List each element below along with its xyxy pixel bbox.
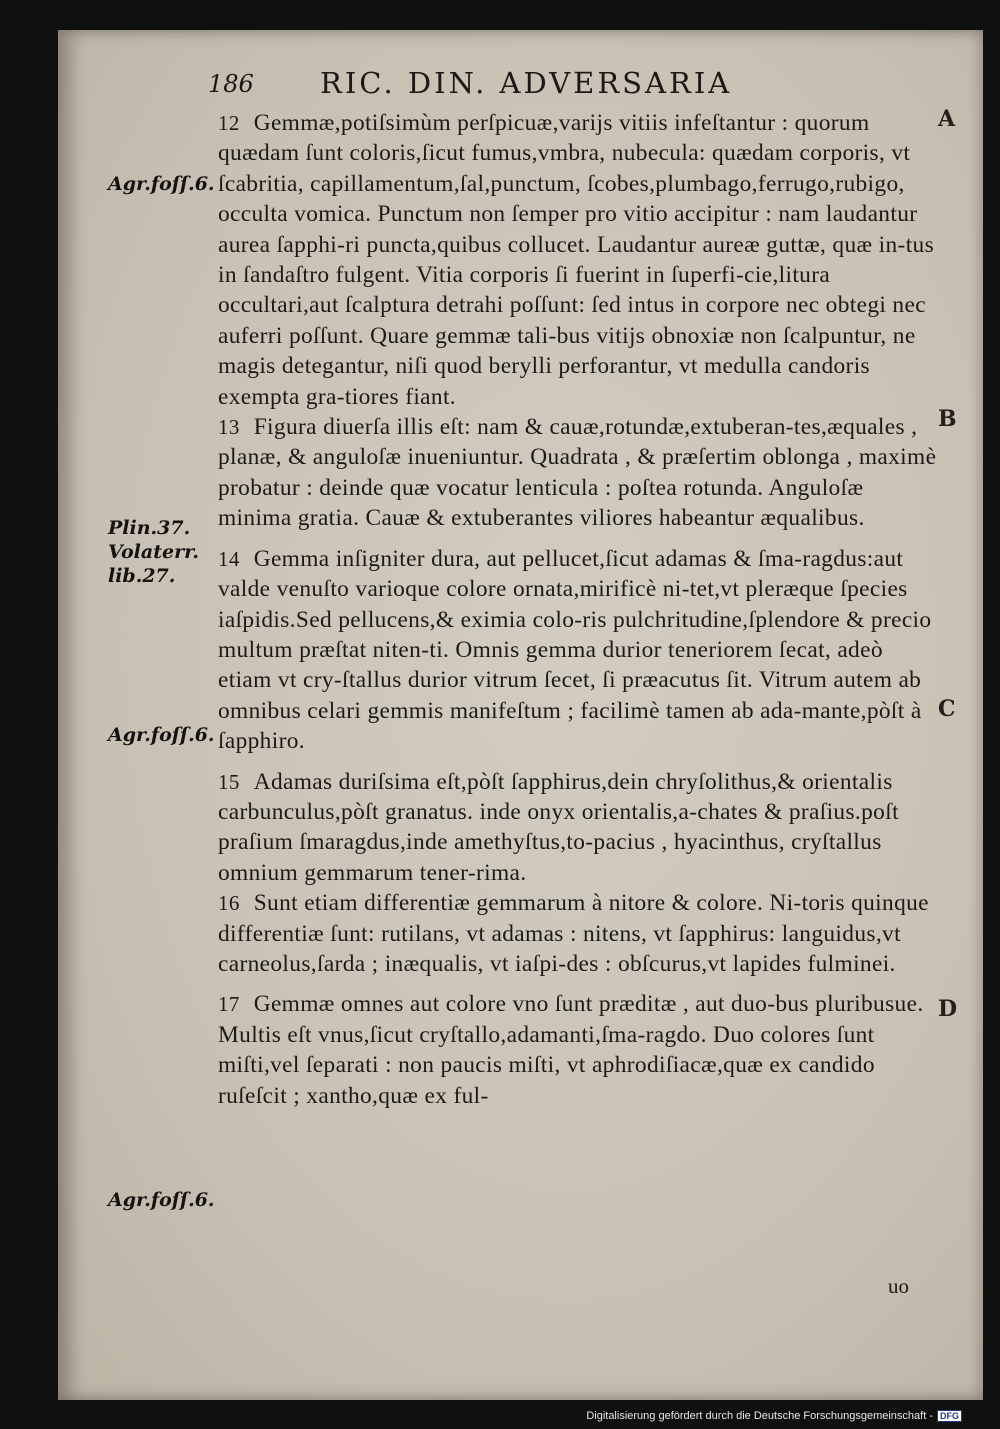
paragraph-text: Gemmæ omnes aut colore vno ſunt præditæ , aut duo-bus pluribusue. Multis eſt vnus,ſicut cryſtallo,adamanti,ſma-ragdo. Duo colores ſunt miſti,vel ſeparati : non paucis miſti, vt aphrodiſiacæ,quæ ex candido ruſeſcit ; xantho,quæ ex ful-	[218, 991, 924, 1109]
paragraph-text: Figura diuerſa illis eſt: nam & cauæ,rotundæ,extuberan-tes,æquales , planæ, & anguloſæ inueniuntur. Quadrata , & præſertim oblonga , maximè probatur : deinde quæ vocatur lenticula : poſtea rotunda. Anguloſæ minima gratia. Cauæ & extuberantes viliores habeantur æqualibus.	[218, 414, 937, 532]
paragraph-number: 13	[218, 415, 240, 440]
paragraph-14	[218, 544, 938, 757]
paragraph-text: Gemmæ,potiſsimùm perſpicuæ,varijs vitiis infeſtantur : quorum quædam ſunt coloris,ſicut fumus,vmbra, nubecula: quædam corporis, vt ſcabritia, capillamentum,ſal,punctum, ſcobes,plumbago,ferrugo,rubigo, occulta vomica. Punctum non ſemper pro vitio accipitur : nam laudantur aurea ſapphi-ri puncta,quibus collucet. Laudantur aureæ guttæ, quæ in-tus in ſandaſtro fulgent. Vitia corporis ſi fuerint in ſuperfi-cie,litura occultari,aut ſcalptura detrahi poſſunt: ſed intus in corpore nec obtegi nec auferri poſſunt. Quare gemmæ tali-bus vitijs obnoxiæ non ſcalpuntur, ne magis detegantur, niſi quod berylli perforantur, vt medulla candoris exempta gra-tiores fiant.	[218, 110, 935, 410]
margin-note-4: Agr.foſſ.6.	[108, 1189, 215, 1211]
margin-note-1: Agr.foſſ.6.	[108, 173, 215, 195]
page-number: 186	[208, 70, 254, 98]
paragraph-13	[218, 412, 938, 534]
paragraph-text: Gemma inſigniter dura, aut pellucet,ſicut adamas & ſma-ragdus:aut valde venuſto varioque colore ornata,mirificè ni-tet,vt pleræque ſpecies iaſpidis.Sed pellucens,& eximia colo-ris pulchritudine,ſplendore & precio multum præſtat niten-ti. Omnis gemma durior teneriorem ſecat, adeò etiam vt cry-ſtallus durior vitrum ſecet, ſi præacutus ſit. Vitrum autem ab omnibus celari gemmis manifeſtum ; facilimè tamen ab ada-mante,pòſt à ſapphiro.	[218, 545, 932, 755]
dfg-logo-icon: DFG	[937, 1410, 962, 1422]
paragraph-number: 16	[218, 891, 240, 916]
paragraph-number: 12	[218, 111, 240, 135]
digitization-footer	[586, 1410, 962, 1422]
catchword: uo	[888, 1274, 909, 1298]
running-header	[208, 66, 908, 102]
footer-text: Digitalisierung gefördert durch die Deutsche Forschungsgemeinschaft -	[586, 1410, 933, 1422]
paragraph-text: Sunt etiam differentiæ gemmarum à nitore & colore. Ni-toris quinque differentiæ ſunt: rutilans, vt adamas : nitens, vt ſapphirus: languidus,vt carneolus,ſarda ; inæqualis, vt iaſpi-des : obſcurus,vt lapides fulminei.	[218, 890, 929, 977]
section-letter-c: C	[938, 696, 956, 722]
section-letter-d: D	[938, 996, 958, 1022]
page-body	[218, 108, 938, 1111]
section-letter-b: B	[938, 406, 957, 432]
paragraph-17	[218, 989, 938, 1111]
margin-note-3: Agr.foſſ.6.	[108, 724, 215, 746]
paragraph-number: 15	[218, 769, 240, 794]
paragraph-12	[218, 108, 938, 412]
paragraph-15	[218, 767, 938, 889]
paragraph-text: Adamas duriſsima eſt,pòſt ſapphirus,dein chryſolithus,& orientalis carbunculus,pòſt granatus. inde onyx orientalis,a-chates & praſius.poſt praſium ſmaragdus,inde amethyſtus,to-pacius , hyacinthus, cryſtallus omnium gemmarum tener-rima.	[218, 768, 899, 886]
running-title: RIC. DIN. ADVERSARIA	[320, 66, 733, 100]
section-letter-a: A	[938, 106, 956, 132]
margin-note-2: Plin.37. Volaterr. lib.27.	[108, 517, 199, 587]
paragraph-number: 14	[218, 546, 240, 571]
paragraph-16	[218, 888, 938, 979]
paragraph-number: 17	[218, 992, 240, 1017]
book-page	[58, 30, 983, 1400]
